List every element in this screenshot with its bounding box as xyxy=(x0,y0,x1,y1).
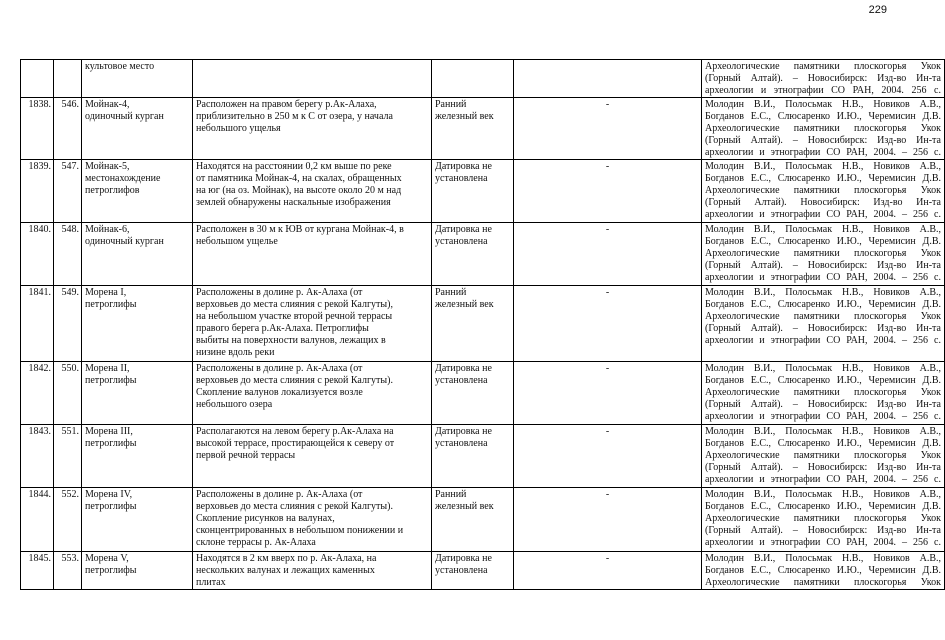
cell-dash: - xyxy=(514,488,702,552)
literature-line: Археологические памятники плоскогорья Укок xyxy=(705,513,941,524)
cell-dash xyxy=(514,60,702,98)
location-line: верховьев до места слияния с рекой Калгуты). xyxy=(196,375,393,386)
literature-line: Молодин В.И., Полосьмак Н.В., Новиков А.В., xyxy=(705,363,941,374)
literature-line: Молодин В.И., Полосьмак Н.В., Новиков А.В., xyxy=(705,426,941,437)
cell-dating xyxy=(432,98,514,160)
literature-line: Богданов Е.С., Слюсаренко И.Ю., Черемисин Д.В. xyxy=(705,111,941,122)
table-row-continued xyxy=(21,60,945,98)
name-line: одиночный курган xyxy=(85,111,164,122)
name-line: Морена III, xyxy=(85,426,133,437)
cell-name xyxy=(82,223,193,286)
literature-line: археологии и этнографии СО РАН, 2004. – 256 с. xyxy=(705,537,941,548)
cell-item-number: 548. xyxy=(54,223,82,286)
dating-line: Ранний xyxy=(435,287,467,298)
literature-line: (Горный Алтай). Новосибирск: Изд-во Ин-та xyxy=(705,197,941,208)
location-line: Расположены в долине р. Ак-Алаха (от xyxy=(196,287,363,298)
cell-item-number: 551. xyxy=(54,425,82,488)
cell-literature xyxy=(702,98,945,160)
literature-line: Богданов Е.С., Слюсаренко И.Ю., Черемисин Д.В. xyxy=(705,501,941,512)
literature-line: Богданов Е.С., Слюсаренко И.Ю., Черемисин Д.В. xyxy=(705,438,941,449)
location-line: от памятника Мойнак-4, на скалах, обращенных xyxy=(196,173,402,184)
cell-name xyxy=(82,286,193,362)
cell-location xyxy=(193,552,432,590)
cell-literature xyxy=(702,488,945,552)
cell-name xyxy=(82,552,193,590)
cell-location xyxy=(193,223,432,286)
page-number: 229 xyxy=(868,4,887,16)
literature-line: (Горный Алтай). – Новосибирск: Изд-во Ин-та xyxy=(705,323,941,334)
dating-line: Датировка не xyxy=(435,363,492,374)
location-line: Скопление валунов локализуется возле xyxy=(196,387,363,398)
dating-line: железный век xyxy=(435,111,494,122)
cell-name: культовое место xyxy=(82,60,193,98)
cell-reg-number: 1843. xyxy=(21,425,54,488)
name-line: Мойнак-4, xyxy=(85,99,130,110)
name-line: петроглифы xyxy=(85,501,137,512)
cell-dash: - xyxy=(514,98,702,160)
location-line: Располагаются на левом берегу р.Ак-Алаха на xyxy=(196,426,394,437)
table-row xyxy=(21,425,945,488)
name-line: петроглифы xyxy=(85,299,137,310)
location-line: низине вдоль реки xyxy=(196,347,275,358)
table-row xyxy=(21,160,945,223)
location-line: на небольшом участке второй речной террасы xyxy=(196,311,393,322)
literature-line: Молодин В.И., Полосьмак Н.В., Новиков А.В., xyxy=(705,224,941,235)
location-line: землей обнаружены наскальные изображения xyxy=(196,197,391,208)
literature-line: археологии и этнографии СО РАН, 2004. – 256 с. xyxy=(705,411,941,422)
location-line: Расположены в долине р. Ак-Алаха (от xyxy=(196,489,363,500)
cell-dating xyxy=(432,60,514,98)
cell-item-number: 550. xyxy=(54,362,82,425)
dating-line: Ранний xyxy=(435,99,467,110)
literature-line: (Горный Алтай). – Новосибирск: Изд-во Ин-та xyxy=(705,135,941,146)
name-line: петроглифов xyxy=(85,185,140,196)
literature-line: (Горный Алтай). – Новосибирск: Изд-во Ин-та xyxy=(705,260,941,271)
literature-line: Богданов Е.С., Слюсаренко И.Ю., Черемисин Д.В. xyxy=(705,173,941,184)
cell-name xyxy=(82,425,193,488)
cell-literature xyxy=(702,425,945,488)
location-line: небольшого озера xyxy=(196,399,273,410)
cell-literature xyxy=(702,552,945,590)
cell-name xyxy=(82,362,193,425)
location-line: верховьев до места слияния с рекой Калгуты). xyxy=(196,501,393,512)
dating-line: железный век xyxy=(435,299,494,310)
location-line: верховьев до места слияния с рекой Калгуты), xyxy=(196,299,393,310)
literature-line: Молодин В.И., Полосьмак Н.В., Новиков А.В., xyxy=(705,99,941,110)
literature-line: (Горный Алтай). – Новосибирск: Изд-во Ин-та xyxy=(705,73,941,84)
literature-line: (Горный Алтай). – Новосибирск: Изд-во Ин-та xyxy=(705,525,941,536)
cell-item-number: 553. xyxy=(54,552,82,590)
literature-line: археологии и этнографии СО РАН, 2004. – 256 с. xyxy=(705,209,941,220)
location-line: плитах xyxy=(196,577,226,588)
literature-line: Богданов Е.С., Слюсаренко И.Ю., Черемисин Д.В. xyxy=(705,565,941,576)
cell-location xyxy=(193,286,432,362)
location-line: высокой террасе, простирающейся к северу от xyxy=(196,438,395,449)
location-line: нескольких валунах и лежащих каменных xyxy=(196,565,375,576)
literature-line: археологии и этнографии СО РАН, 2004. – 256 с. xyxy=(705,474,941,485)
literature-line: Археологические памятники плоскогорья Укок xyxy=(705,61,941,72)
literature-line: Молодин В.И., Полосьмак Н.В., Новиков А.В., xyxy=(705,489,941,500)
name-line: одиночный курган xyxy=(85,236,164,247)
cell-reg-number: 1838. xyxy=(21,98,54,160)
table-row xyxy=(21,488,945,552)
literature-line: Археологические памятники плоскогорья Укок xyxy=(705,185,941,196)
location-line: небольшого ущелья xyxy=(196,123,281,134)
cell-item-number: 547. xyxy=(54,160,82,223)
cell-dating xyxy=(432,362,514,425)
cell-dating xyxy=(432,223,514,286)
name-line: петроглифы xyxy=(85,438,137,449)
literature-line: Богданов Е.С., Слюсаренко И.Ю., Черемисин Д.В. xyxy=(705,299,941,310)
cell-literature xyxy=(702,362,945,425)
cell-reg-number: 1845. xyxy=(21,552,54,590)
table-row xyxy=(21,552,945,590)
name-line: Мойнак-5, xyxy=(85,161,130,172)
cell-reg-number: 1839. xyxy=(21,160,54,223)
literature-line: Богданов Е.С., Слюсаренко И.Ю., Черемисин Д.В. xyxy=(705,375,941,386)
cell-reg-number: 1842. xyxy=(21,362,54,425)
cell-dash: - xyxy=(514,286,702,362)
literature-line: (Горный Алтай). – Новосибирск: Изд-во Ин-та xyxy=(705,399,941,410)
literature-line: археологии и этнографии СО РАН, 2004. – 256 с. xyxy=(705,147,941,158)
location-line: Расположены в долине р. Ак-Алаха (от xyxy=(196,363,363,374)
name-line: петроглифы xyxy=(85,565,137,576)
literature-line: Богданов Е.С., Слюсаренко И.Ю., Черемисин Д.В. xyxy=(705,236,941,247)
location-line: правого берега р.Ак-Алаха. Петроглифы xyxy=(196,323,369,334)
literature-line: Молодин В.И., Полосьмак Н.В., Новиков А.В., xyxy=(705,553,941,564)
location-line: Скопление рисунков на валунах, xyxy=(196,513,335,524)
cell-reg-number: 1844. xyxy=(21,488,54,552)
cell-location xyxy=(193,488,432,552)
cell-dating xyxy=(432,160,514,223)
dating-line: Датировка не xyxy=(435,224,492,235)
cell-dash: - xyxy=(514,425,702,488)
location-line: Находятся в 2 км вверх по р. Ак-Алаха, на xyxy=(196,553,377,564)
cell-dash: - xyxy=(514,223,702,286)
location-line: выбиты на поверхности валунов, лежащих в xyxy=(196,335,386,346)
dating-line: Датировка не xyxy=(435,161,492,172)
location-line: Находятся на расстоянии 0,2 км выше по реке xyxy=(196,161,392,172)
cell-item-number: 552. xyxy=(54,488,82,552)
name-line: Морена IV, xyxy=(85,489,133,500)
literature-line: Молодин В.И., Полосьмак Н.В., Новиков А.В., xyxy=(705,161,941,172)
cell-location xyxy=(193,362,432,425)
cell-reg-number: 1841. xyxy=(21,286,54,362)
dating-line: установлена xyxy=(435,236,488,247)
cell-name xyxy=(82,98,193,160)
dating-line: Ранний xyxy=(435,489,467,500)
dating-line: установлена xyxy=(435,438,488,449)
cell-dating xyxy=(432,552,514,590)
table-row xyxy=(21,362,945,425)
location-line: первой речной террасы xyxy=(196,450,296,461)
cell-location xyxy=(193,425,432,488)
name-line: местонахождение xyxy=(85,173,161,184)
literature-line: археологии и этнографии СО РАН, 2004. – 256 с. xyxy=(705,335,941,346)
name-line: Мойнак-6, xyxy=(85,224,130,235)
dating-line: установлена xyxy=(435,375,488,386)
cell-item-number: 549. xyxy=(54,286,82,362)
dating-line: установлена xyxy=(435,173,488,184)
location-line: сконцентрированных в небольшом понижении и xyxy=(196,525,404,536)
literature-line: Молодин В.И., Полосьмак Н.В., Новиков А.В., xyxy=(705,287,941,298)
location-line: на юг (на оз. Мойнак), на высоте около 20 м над xyxy=(196,185,402,196)
cell-dating xyxy=(432,488,514,552)
cell-reg-number: 1840. xyxy=(21,223,54,286)
literature-line: Археологические памятники плоскогорья Укок xyxy=(705,311,941,322)
cell-item-number xyxy=(54,60,82,98)
literature-line: Археологические памятники плоскогорья Укок xyxy=(705,450,941,461)
cell-dating xyxy=(432,425,514,488)
cell-item-number: 546. xyxy=(54,98,82,160)
cell-name xyxy=(82,160,193,223)
cell-location xyxy=(193,60,432,98)
cell-literature xyxy=(702,60,945,98)
literature-line: Археологические памятники плоскогорья Укок xyxy=(705,577,941,588)
literature-line: Археологические памятники плоскогорья Укок xyxy=(705,387,941,398)
cell-dating xyxy=(432,286,514,362)
table-row xyxy=(21,98,945,160)
location-line: Расположен на правом берегу р.Ак-Алаха, xyxy=(196,99,377,110)
literature-line: археологии и этнографии СО РАН, 2004. 256 с. xyxy=(705,85,941,96)
location-line: Расположен в 30 м к ЮВ от кургана Мойнак-4, в xyxy=(196,224,404,235)
table-row xyxy=(21,223,945,286)
location-line: небольшом ущелье xyxy=(196,236,278,247)
literature-line: (Горный Алтай). – Новосибирск: Изд-во Ин-та xyxy=(705,462,941,473)
literature-line: Археологические памятники плоскогорья Укок xyxy=(705,123,941,134)
cell-dash: - xyxy=(514,552,702,590)
cell-literature xyxy=(702,160,945,223)
dating-line: железный век xyxy=(435,501,494,512)
name-line: Морена I, xyxy=(85,287,127,298)
dating-line: Датировка не xyxy=(435,426,492,437)
cell-literature xyxy=(702,223,945,286)
cell-dash: - xyxy=(514,362,702,425)
table-row xyxy=(21,286,945,362)
dating-line: Датировка не xyxy=(435,553,492,564)
literature-line: Археологические памятники плоскогорья Укок xyxy=(705,248,941,259)
cell-dash: - xyxy=(514,160,702,223)
name-line: петроглифы xyxy=(85,375,137,386)
location-line: склоне террасы р. Ак-Алаха xyxy=(196,537,316,548)
cell-name xyxy=(82,488,193,552)
name-line: Морена II, xyxy=(85,363,130,374)
name-line: Морена V, xyxy=(85,553,129,564)
cell-location xyxy=(193,98,432,160)
cell-reg-number xyxy=(21,60,54,98)
literature-line: археологии и этнографии СО РАН, 2004. – 256 с. xyxy=(705,272,941,283)
cell-location xyxy=(193,160,432,223)
monuments-table xyxy=(20,59,945,590)
dating-line: установлена xyxy=(435,565,488,576)
cell-literature xyxy=(702,286,945,362)
location-line: приблизительно в 250 м к С от озера, у начала xyxy=(196,111,393,122)
